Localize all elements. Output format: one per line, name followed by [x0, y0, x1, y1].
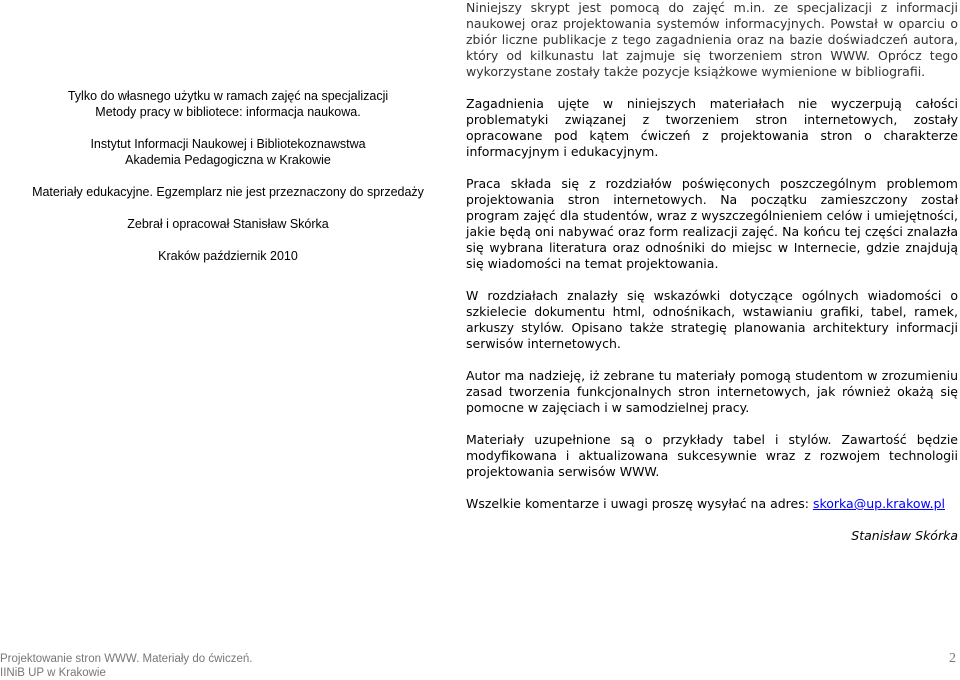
place-date: Kraków październik 2010 — [158, 249, 298, 263]
contact-text: Wszelkie komentarze i uwagi proszę wysyłać na adres: — [466, 496, 813, 511]
academy-name: Akademia Pedagogiczna w Krakowie — [125, 153, 331, 167]
paragraph-chapters: W rozdziałach znalazły się wskazówki dotyczące ogólnych wiadomości o szkielecie dokumentu html, odnośnikach, wstawianiu grafiki, tabel, ramek, arkuszy stylów. Opisano także strategię planowania architektury informacji serwisów internetowych. — [466, 288, 958, 351]
author-credit: Zebrał i opracował Stanisław Skórka — [127, 217, 329, 231]
paragraph-hope: Autor ma nadzieję, iż zebrane tu materiały pomogą studentom w zrozumieniu zasad tworzenia funkcjonalnych stron internetowych, jak również okażą się pomocne w zajęciach i w samodzielnej pracy. — [466, 368, 958, 415]
page-number: 2 — [949, 651, 956, 666]
signature: Stanisław Skórka — [851, 528, 958, 543]
paragraph-scope: Zagadnienia ujęte w niniejszych materiałach nie wyczerpują całości problematyki związanej z tworzeniem stron internetowych, zostały opracowane pod kątem ćwiczeń z projektowania stron o charakterze informacyjnym i edukacyjnym. — [466, 96, 958, 159]
footer-info — [0, 652, 252, 680]
paragraph-contact — [466, 496, 958, 512]
footer-institution: IINiB UP w Krakowie — [0, 667, 106, 679]
institute-name: Instytut Informacji Naukowej i Bibliotekoznawstwa — [90, 137, 366, 151]
course-name: Metody pracy w bibliotece: informacja naukowa. — [95, 105, 361, 119]
footer-title: Projektowanie stron WWW. Materiały do ćwiczeń. — [0, 653, 253, 665]
title-block — [28, 88, 428, 264]
paragraph-materials: Materiały uzupełnione są o przykłady tabel i stylów. Zawartość będzie modyfikowana i aktualizowana sukcesywnie wraz z rozwojem technologii projektowania serwisów WWW. — [466, 432, 958, 479]
paragraph-intro: Niniejszy skrypt jest pomocą do zajęć m.in. ze specjalizacji z informacji naukowej oraz projektowania systemów informacyjnych. Powstał w oparciu o zbiór liczne publikacje z tego zagadnienia oraz na bazie doświadczeń autora, który od kilkunastu lat zajmuje się tworzeniem stron WWW. Oprócz tego wykorzystane zostały także pozycje książkowe wymienione w bibliografii. — [466, 0, 958, 79]
preface-text — [466, 0, 958, 544]
usage-note: Tylko do własnego użytku w ramach zajęć na specjalizacji — [67, 89, 389, 103]
page-footer — [0, 651, 960, 679]
material-note: Materiały edukacyjne. Egzemplarz nie jest przeznaczony do sprzedaży — [32, 185, 424, 199]
email-link[interactable]: skorka@up.krakow.pl — [812, 496, 945, 511]
paragraph-structure: Praca składa się z rozdziałów poświęconych poszczególnym problemom projektowania stron internetowych. Na początku zamieszczony został program zajęć dla studentów, wraz z wyszczególnieniem celów i umiejętności, jakie będą oni nabywać oraz form realizacji zajęć. Na końcu tej części znalazła się wybrana literatura oraz odnośniki do miejsc w Internecie, gdzie znajdują się wiadomości na temat projektowania. — [466, 176, 958, 271]
